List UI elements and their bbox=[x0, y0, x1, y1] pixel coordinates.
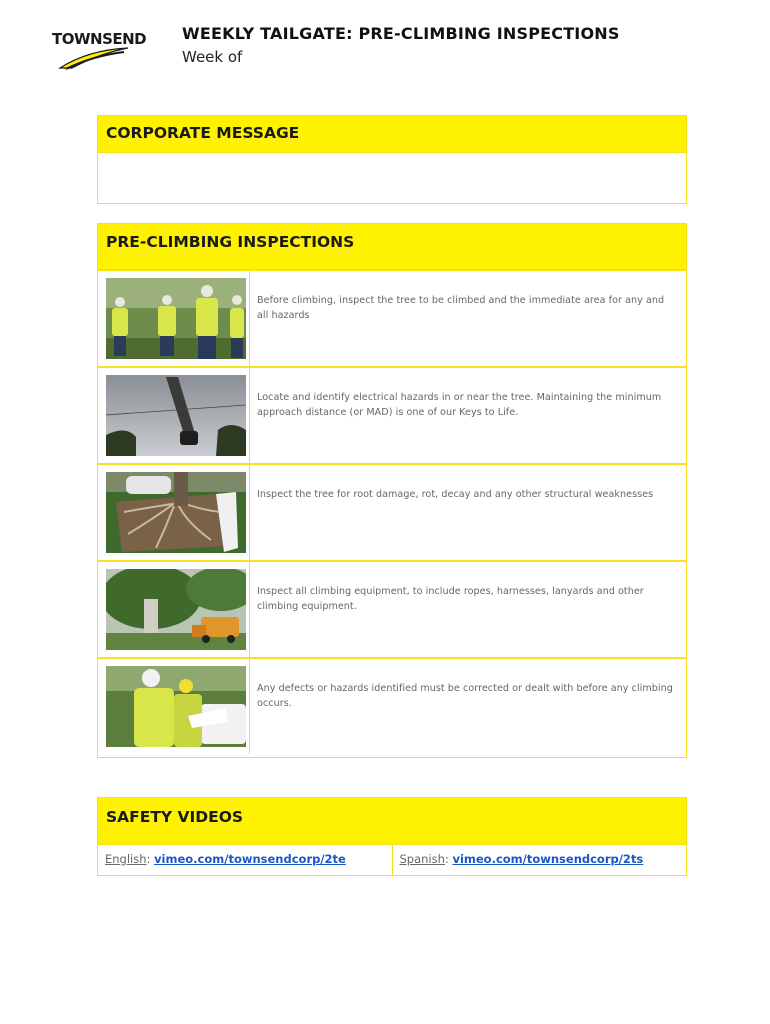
crew-in-safety-vests-photo bbox=[98, 271, 250, 366]
page-title: WEEKLY TAILGATE: PRE-CLIMBING INSPECTIONS bbox=[182, 24, 620, 43]
english-label: English bbox=[105, 852, 147, 866]
inspections-heading: PRE-CLIMBING INSPECTIONS bbox=[98, 224, 686, 269]
inspection-text: Locate and identify electrical hazards in or near the tree. Maintaining the minimum approach distance (or MAD) is one of our Keys to Life. bbox=[257, 392, 662, 418]
inspection-row bbox=[98, 463, 686, 560]
inspection-text: Before climbing, inspect the tree to be climbed and the immediate area for any and all hazards bbox=[257, 295, 665, 321]
power-line-pole-photo bbox=[98, 368, 250, 463]
logo-wordmark: TOWNSEND bbox=[52, 30, 147, 48]
video-links-row bbox=[98, 844, 686, 875]
inspection-row bbox=[98, 657, 686, 754]
tree-and-chipper-truck-photo bbox=[98, 562, 250, 657]
english-video-link[interactable]: vimeo.com/townsendcorp/2te bbox=[154, 852, 346, 866]
spanish-label: Spanish bbox=[399, 852, 445, 866]
inspection-row bbox=[98, 269, 686, 366]
townsend-logo bbox=[52, 30, 147, 72]
inspection-text: Any defects or hazards identified must be corrected or dealt with before any climbing occurs. bbox=[257, 683, 673, 709]
spanish-video-link[interactable]: vimeo.com/townsendcorp/2ts bbox=[452, 852, 644, 866]
exposed-roots-photo bbox=[98, 465, 250, 560]
spanish-video-cell: Spanish: vimeo.com/townsendcorp/2ts bbox=[392, 845, 687, 875]
week-of-label: Week of bbox=[182, 48, 243, 66]
safety-videos-section bbox=[97, 797, 687, 876]
safety-videos-heading: SAFETY VIDEOS bbox=[98, 798, 686, 844]
corporate-message-heading: CORPORATE MESSAGE bbox=[98, 116, 686, 152]
logo-swoosh-icon bbox=[58, 46, 130, 70]
inspection-row bbox=[98, 366, 686, 463]
english-video-cell: English: vimeo.com/townsendcorp/2te bbox=[105, 852, 346, 866]
inspection-row bbox=[98, 560, 686, 657]
corporate-message-section bbox=[97, 115, 687, 204]
inspection-text: Inspect all climbing equipment, to include ropes, harnesses, lanyards and other climbing equipment. bbox=[257, 586, 644, 612]
inspection-text: Inspect the tree for root damage, rot, decay and any other structural weaknesses bbox=[257, 489, 654, 500]
corporate-message-body bbox=[98, 152, 686, 204]
workers-reviewing-paperwork-photo bbox=[98, 659, 250, 754]
pre-climbing-inspections-section bbox=[97, 223, 687, 758]
